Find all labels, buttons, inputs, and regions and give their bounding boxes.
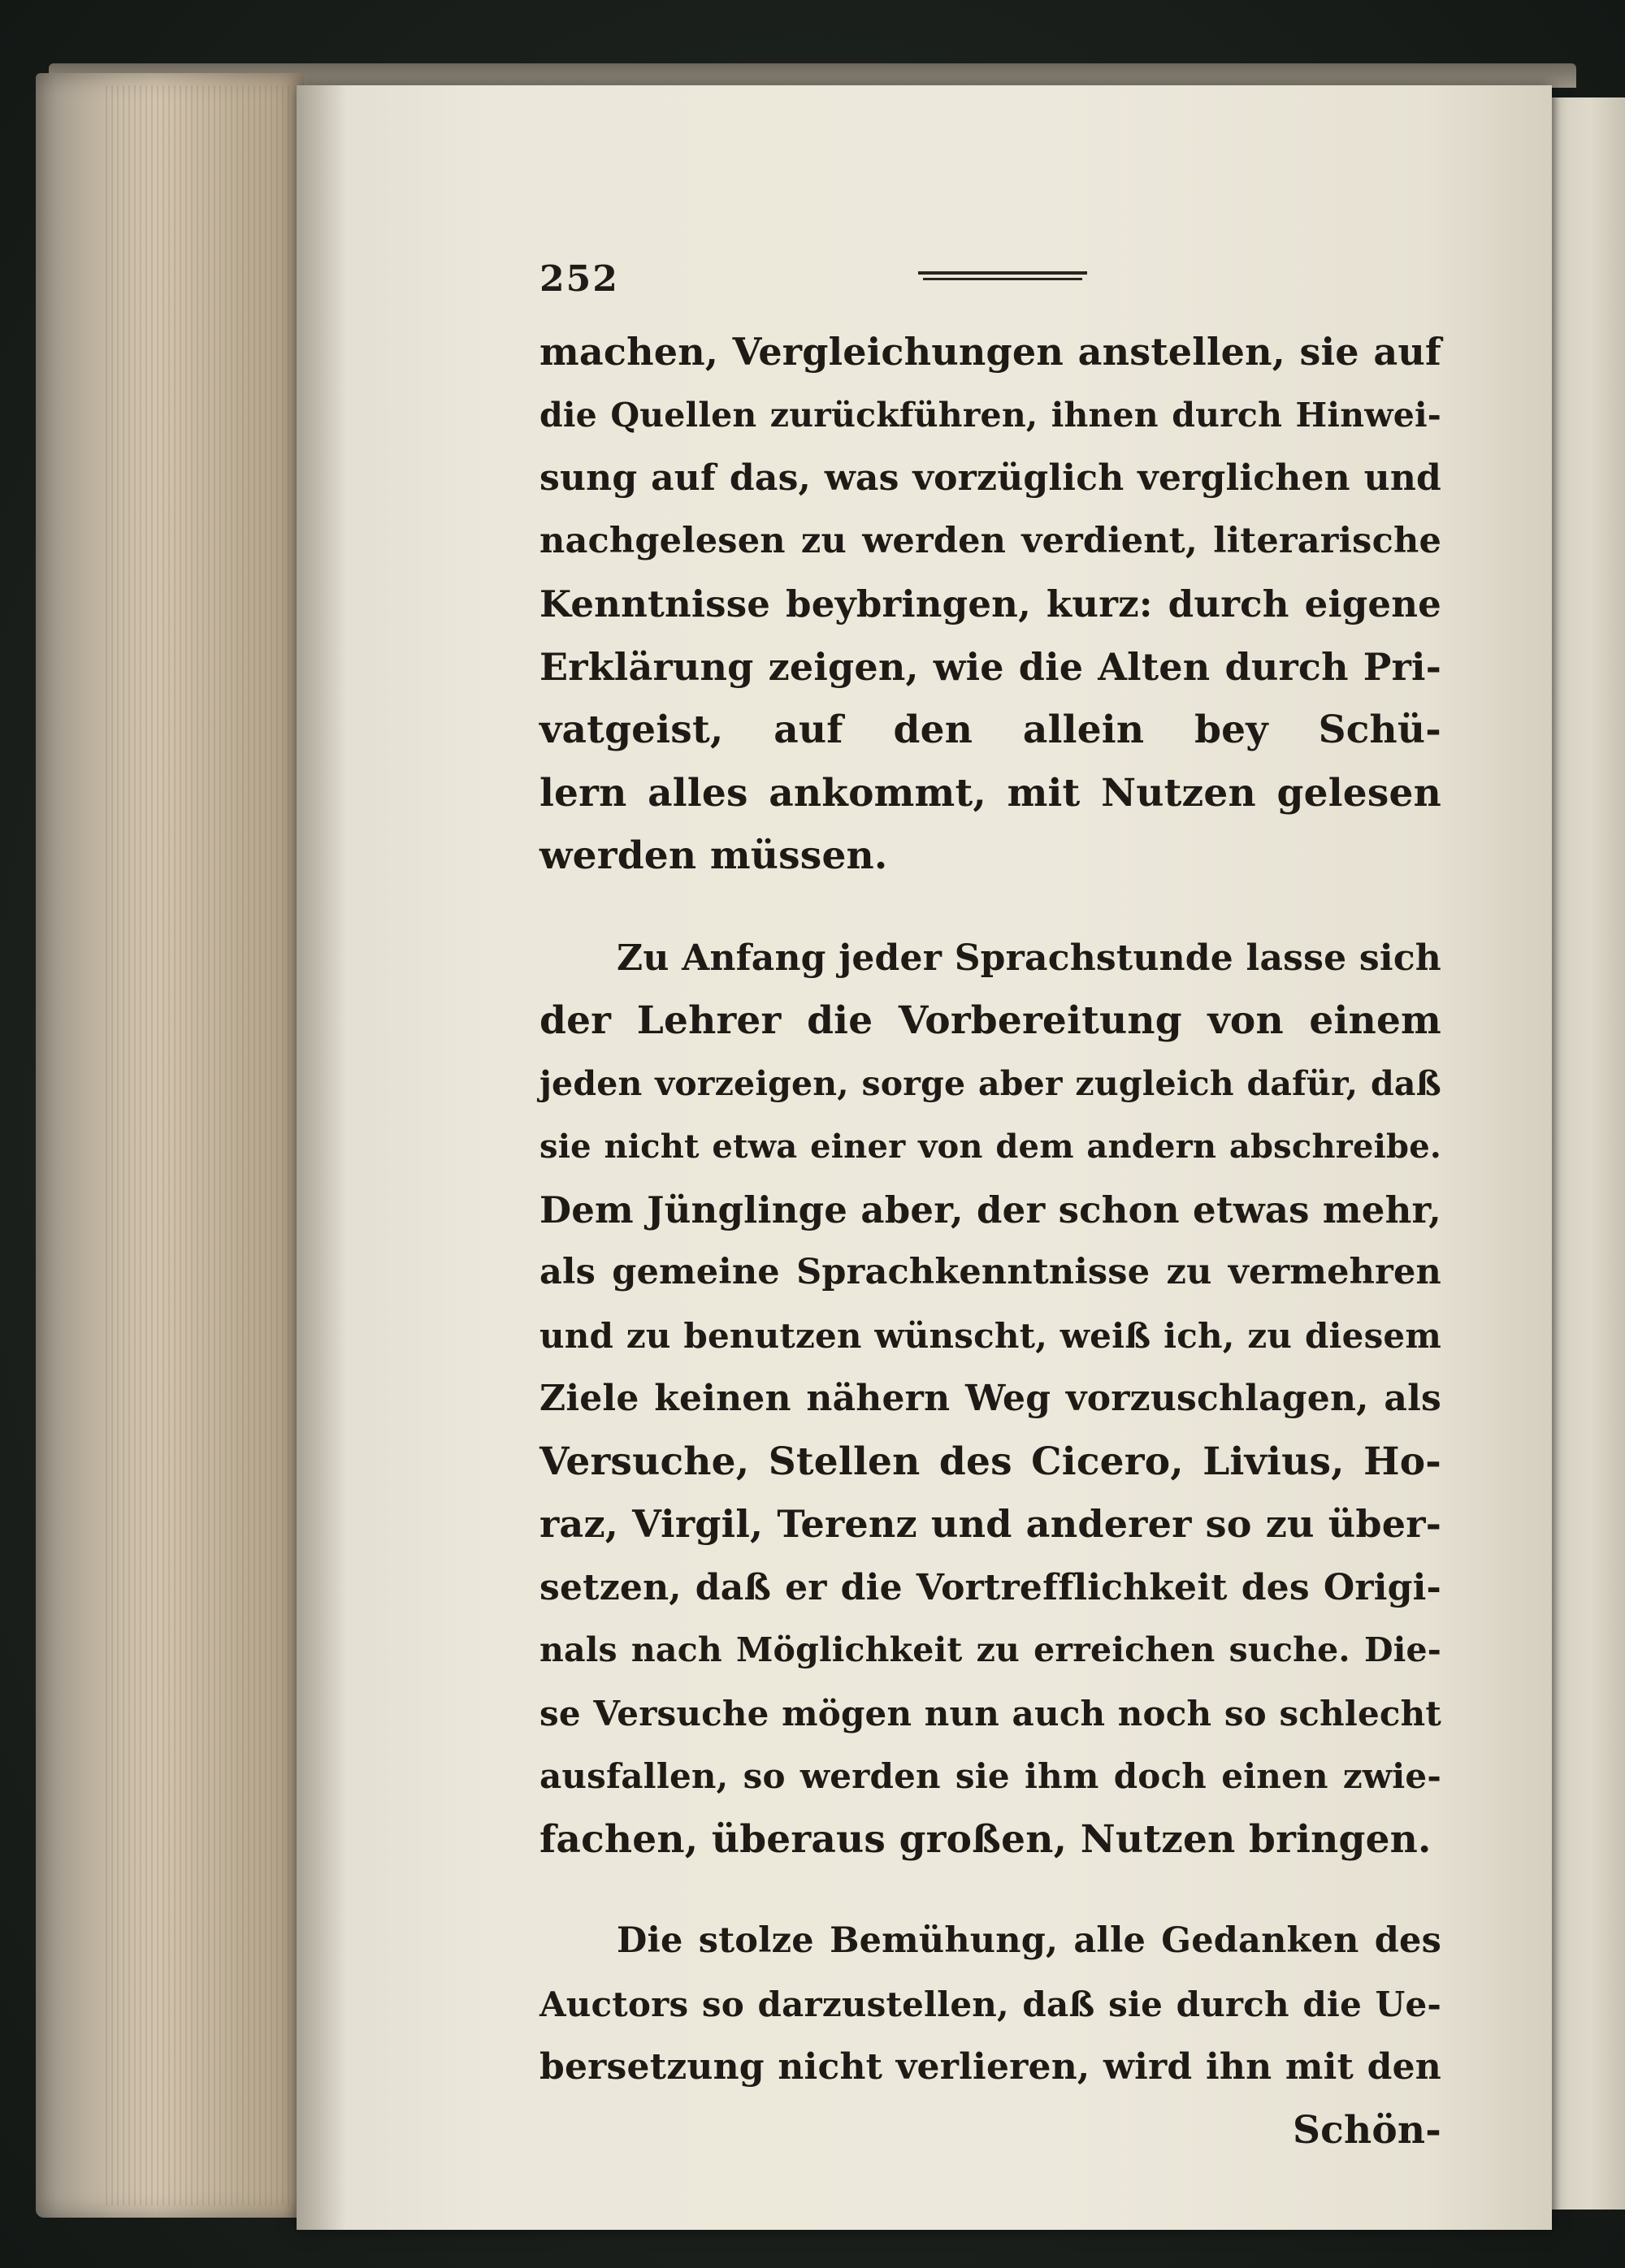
text-line: der Lehrer die Vorbereitung von einem [540, 998, 1441, 1043]
text-line: fachen, überaus großen, Nutzen bringen. [540, 1816, 1432, 1862]
text-line: als gemeine Sprachkenntnisse zu vermehren [540, 1252, 1441, 1292]
text-line: Dem Jünglinge aber, der schon etwas mehr, [540, 1188, 1441, 1231]
header-rule-line-1 [918, 271, 1087, 275]
text-line: Zu Anfang jeder Sprachstunde lasse sich [617, 937, 1441, 979]
text-line: vatgeist, auf den allein bey Schü- [540, 708, 1441, 752]
header-rule-line-2 [923, 278, 1082, 280]
body-text [540, 321, 1441, 2162]
book-page-edge-lines [106, 85, 292, 2205]
text-line: werden müssen. [540, 833, 888, 878]
text-line: Versuche, Stellen des Cicero, Livius, Ho- [540, 1439, 1441, 1484]
text-line: jeden vorzeigen, sorge aber zugleich dafür, daß [540, 1063, 1441, 1103]
text-line: Die stolze Bemühung, alle Gedanken des [617, 1920, 1441, 1961]
text-line: die Quellen zurückführen, ihnen durch Hinwei- [540, 395, 1441, 435]
text-line: nals nach Möglichkeit zu erreichen suche. Die- [540, 1630, 1441, 1669]
paragraph-3 [540, 1910, 1441, 2099]
paragraph-1 [540, 321, 1441, 888]
text-line: und zu benutzen wünscht, weiß ich, zu diesem [540, 1315, 1441, 1356]
text-line: Erklärung zeigen, wie die Alten durch Pri- [540, 644, 1441, 689]
text-line: machen, Vergleichungen anstellen, sie auf [540, 330, 1441, 374]
text-line: lern alles ankommt, mit Nutzen gelesen [540, 770, 1441, 816]
text-line: raz, Virgil, Terenz und anderer so zu über- [540, 1502, 1441, 1546]
text-line: se Versuche mögen nun auch noch so schlecht [540, 1693, 1441, 1733]
text-line: setzen, daß er die Vortrefflichkeit des Origi- [540, 1566, 1441, 1608]
text-line: ausfallen, so werden sie ihm doch einen zwie- [540, 1756, 1441, 1796]
paragraph-gap [540, 888, 1441, 927]
page-number: 252 [540, 258, 619, 300]
text-line: sie nicht etwa einer von dem andern abschreibe. [540, 1128, 1441, 1166]
text-line: Kenntnisse beybringen, kurz: durch eigene [540, 582, 1441, 625]
page-gutter-shadow [297, 85, 345, 2230]
text-line: nachgelesen zu werden verdient, literarische [540, 520, 1441, 561]
text-line: Auctors so darzustellen, daß sie durch die Ue- [540, 1984, 1441, 2024]
paragraph-gap [540, 1871, 1441, 1910]
header-rule [918, 271, 1087, 281]
text-line: Ziele keinen nähern Weg vorzuschlagen, als [540, 1378, 1441, 1419]
catchword: Schön- [1293, 2107, 1441, 2153]
text-line: bersetzung nicht verlieren, wird ihn mit den [540, 2046, 1441, 2088]
paragraph-2 [540, 927, 1441, 1872]
text-line: sung auf das, was vorzüglich verglichen und [540, 457, 1441, 499]
